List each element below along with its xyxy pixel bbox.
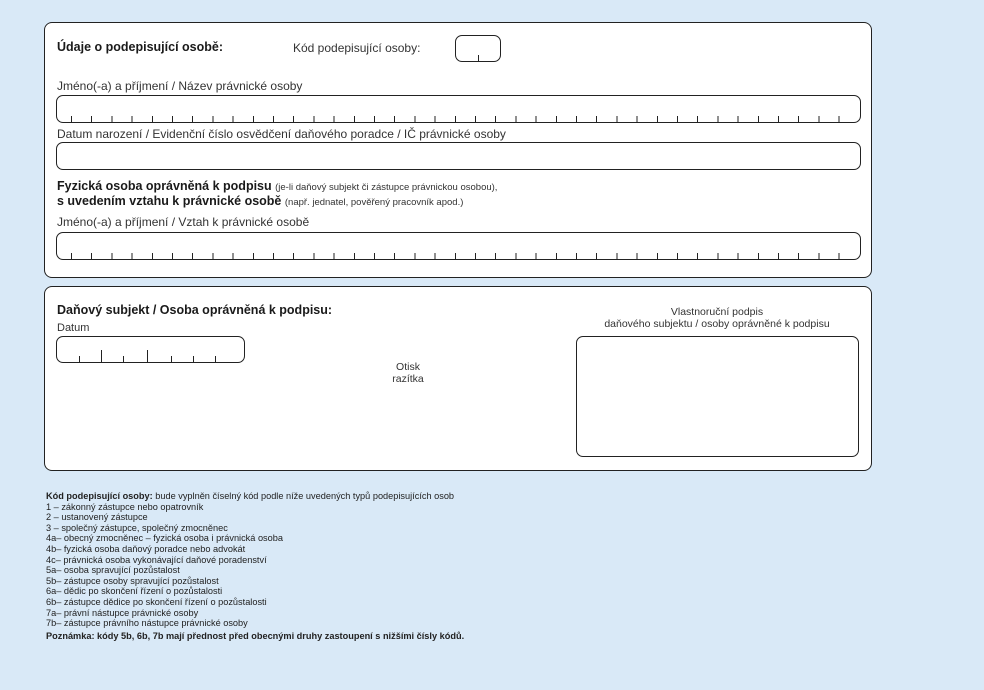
legend-code: 7b– zástupce právního nástupce právnické osoby — [46, 618, 248, 629]
date-separator-tick — [101, 350, 102, 362]
signature-field[interactable] — [576, 336, 859, 457]
signatory-section-title: Údaje o podepisující osobě: — [57, 40, 223, 54]
authorized-person-bold: Fyzická osoba oprávněná k podpisu — [57, 179, 272, 193]
sign-date-field[interactable] — [56, 336, 245, 363]
legend-intro — [46, 491, 464, 502]
legend-footnote: Poznámka: kódy 5b, 6b, 7b mají přednost před obecnými druhy zastoupení s nižšími čísly kódů. — [46, 630, 465, 641]
birthdate-label: Datum narození / Evidenční číslo osvědčení daňového poradce / IČ právnické osoby — [57, 127, 506, 141]
relation-note: (např. jednatel, pověřený pracovník apod.) — [284, 197, 464, 208]
legend-code: 1 – zákonný zástupce nebo opatrovník — [46, 501, 204, 512]
date-tick — [79, 356, 80, 362]
name-field-ticks — [71, 116, 848, 122]
name-field[interactable] — [56, 95, 861, 123]
signatory-code-field[interactable] — [455, 35, 501, 62]
date-separator-tick — [147, 350, 148, 362]
name-label: Jméno(-a) a příjmení / Název právnické osoby — [57, 79, 303, 93]
signature-line1: Vlastnoruční podpis — [670, 306, 764, 318]
relation-heading — [57, 194, 463, 208]
legend-code: 7a– právní nástupce právnické osoby — [46, 607, 199, 618]
signatory-details-panel — [44, 22, 872, 278]
legend-code: 2 – ustanovený zástupce — [46, 512, 148, 523]
date-tick — [123, 356, 124, 362]
legend-code: 3 – společný zástupce, společný zmocněnec — [46, 522, 228, 533]
signature-section-title: Daňový subjekt / Osoba oprávněná k podpisu: — [57, 303, 333, 317]
signature-panel — [44, 286, 872, 471]
legend-code: 5b– zástupce osoby spravující pozůstalost — [46, 575, 219, 586]
birthdate-field[interactable] — [56, 142, 861, 170]
legend-code: 4b– fyzická osoba daňový poradce nebo advokát — [46, 543, 246, 554]
legend-code: 6b– zástupce dědice po skončení řízení o pozůstalosti — [46, 596, 267, 607]
signature-line2: daňového subjektu / osoby oprávněné k podpisu — [604, 317, 830, 330]
stamp-line2: razítka — [392, 373, 424, 385]
date-tick — [171, 356, 172, 362]
signatory-codes-legend — [46, 491, 464, 641]
authorized-person-note: (je-li daňový subjekt či zástupce právnickou osobou), — [275, 182, 498, 193]
legend-intro-bold: Kód podepisující osoby: — [46, 491, 153, 501]
stamp-line1: Otisk — [396, 361, 420, 373]
name-relation-field-ticks — [71, 253, 848, 259]
date-tick — [193, 356, 194, 362]
legend-intro-text: bude vyplněn číselný kód podle níže uvedených typů podepisujících osob — [155, 491, 455, 501]
name-relation-label: Jméno(-a) a příjmení / Vztah k právnické osobě — [57, 215, 310, 229]
signature-label — [575, 307, 859, 330]
code-field-tick — [478, 55, 479, 61]
authorized-person-heading — [57, 179, 497, 193]
date-tick — [215, 356, 216, 362]
relation-bold: s uvedením vztahu k právnické osobě — [57, 194, 282, 208]
name-relation-field[interactable] — [56, 232, 861, 260]
legend-code: 6a– dědic po skončení řízení o pozůstalosti — [46, 586, 223, 597]
legend-code: 4a– obecný zmocněnec – fyzická osoba i právnická osoba — [46, 533, 283, 544]
stamp-area-label — [365, 361, 451, 385]
sign-date-label: Datum — [57, 322, 90, 334]
legend-code: 5a– osoba spravující pozůstalost — [46, 565, 180, 576]
legend-code: 4c– právnická osoba vykonávající daňové poradenství — [46, 554, 267, 565]
signatory-code-label: Kód podepisující osoby: — [293, 41, 421, 55]
